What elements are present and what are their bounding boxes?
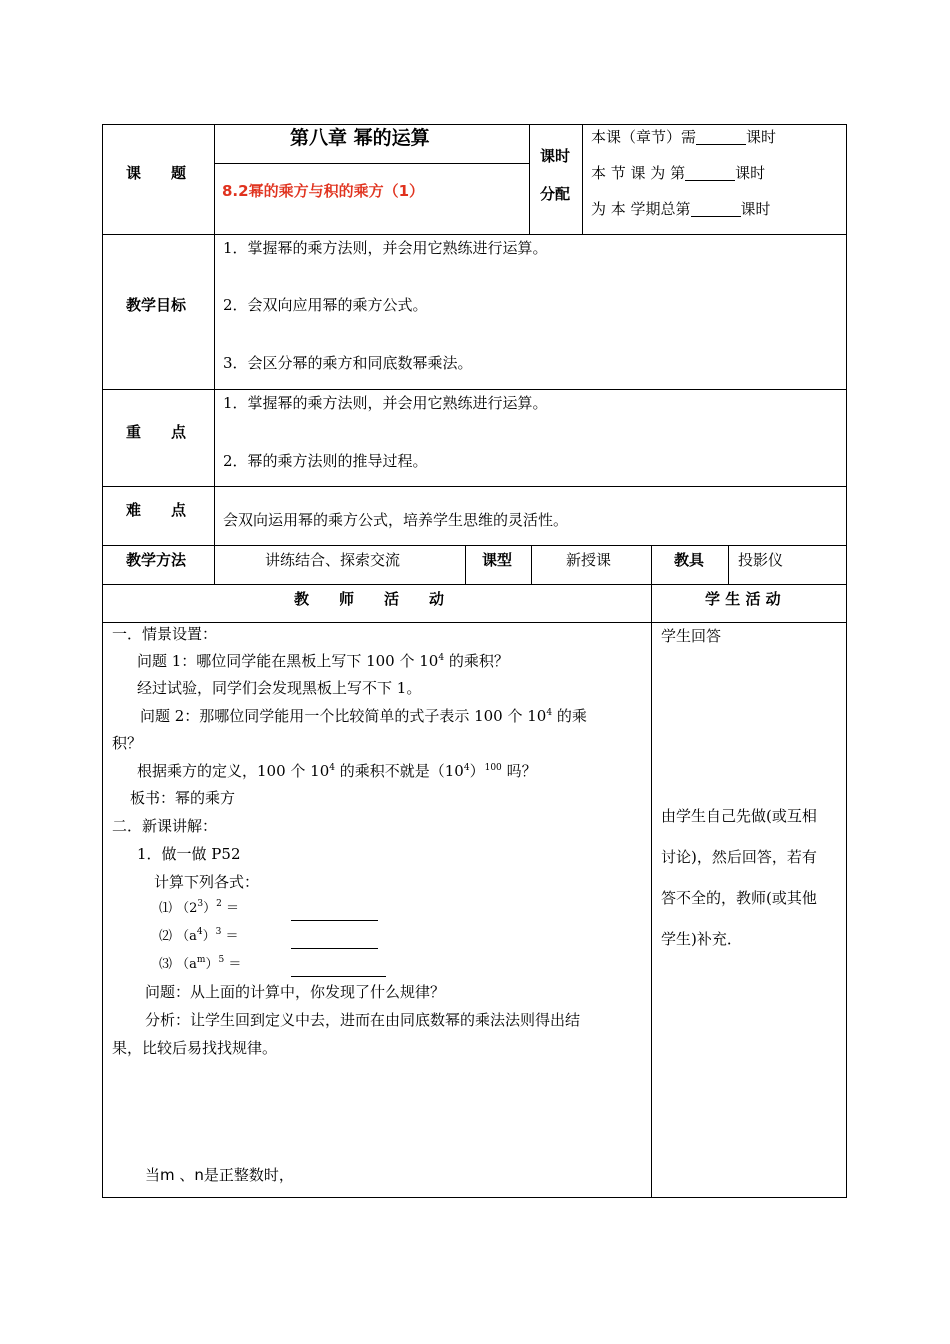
student-note-line: 讨论)，然后回答，若有 [661,848,817,866]
exercise-1: ⑴ $(2^3)^2$ ＝ [159,899,240,916]
type-value: 新授课 [566,551,612,569]
answer-blank [291,948,378,949]
teacher-activity-header: 教 师 活 动 [294,590,445,608]
objective-item: 2．会双向应用幂的乘方公式。 [223,296,428,314]
tool-label: 教具 [674,551,705,569]
condition-text: 当m 、n是正整数时， [145,1166,294,1184]
section-heading: 一．情景设置： [112,625,218,643]
exercise-3: ⑶ $(a^m)^5$ ＝ [159,955,242,972]
key-point-item: 1．掌握幂的乘方法则，并会用它熟练进行运算。 [223,394,548,412]
objectives-label: 教学目标 [126,296,187,314]
difficulty-label: 难 点 [126,501,187,519]
chapter-title: 第八章 幂的运算 [290,127,430,149]
hours-label-2: 分配 [540,185,571,203]
do-it-text: 1．做一做 P52 [137,845,241,863]
difficulty-text: 会双向运用幂的乘方公式，培养学生思维的灵活性。 [223,511,569,529]
key-point-item: 2．幂的乘方法则的推导过程。 [223,452,428,470]
course-label: 课 题 [126,164,187,182]
trial-text: 经过试验，同学们会发现黑板上写不下 1。 [137,679,422,697]
exercise-2: ⑵ $(a^4)^3$ ＝ [159,927,239,944]
board-text: 板书：幂的乘方 [130,789,236,807]
student-note-line: 学生)补充． [661,930,742,948]
question-text: 问题：从上面的计算中，你发现了什么规律？ [145,983,446,1001]
type-label: 课型 [482,551,513,569]
hours-line-1: 本课（章节）需 课时 [591,128,777,146]
method-label: 教学方法 [126,551,187,569]
student-answer: 学生回答 [661,627,722,645]
answer-blank [291,920,378,921]
section-heading: 二．新课讲解： [112,817,218,835]
question-2: 问题 2：那哪位同学能用一个比较简单的式子表示 100 个 $10^4$ 的乘 [140,707,587,725]
student-activity-header: 学 生 活 动 [705,590,781,608]
analysis-cont: 果，比较后易找找规律。 [112,1039,278,1057]
hours-line-3: 为 本 学期总第 课时 [591,200,771,218]
calc-text: 计算下列各式： [154,873,260,891]
key-points-label: 重 点 [126,423,187,441]
tool-value: 投影仪 [738,551,784,569]
objective-item: 1．掌握幂的乘方法则，并会用它熟练进行运算。 [223,239,548,257]
lesson-title: 8.2幂的乘方与积的乘方（1） [222,182,425,200]
definition-text: 根据乘方的定义，100 个 $10^4$ 的乘积不就是$(10^4)^{100}$ 吗？ [137,762,537,780]
hours-line-2: 本 节 课 为 第 课时 [591,164,766,182]
student-note-line: 由学生自己先做(或互相 [661,807,817,825]
question-1: 问题 1：哪位同学能在黑板上写下 100 个 $10^4$ 的乘积？ [137,652,509,670]
hours-label-1: 课时 [540,147,571,165]
answer-blank [291,976,386,977]
student-note-line: 答不全的，教师(或其他 [661,889,817,907]
analysis-text: 分析：让学生回到定义中去，进而在由同底数幂的乘法法则得出结 [145,1011,581,1029]
method-value: 讲练结合、探索交流 [265,551,401,569]
objective-item: 3．会区分幂的乘方和同底数幂乘法。 [223,354,473,372]
question-2-cont: 积？ [112,734,143,752]
